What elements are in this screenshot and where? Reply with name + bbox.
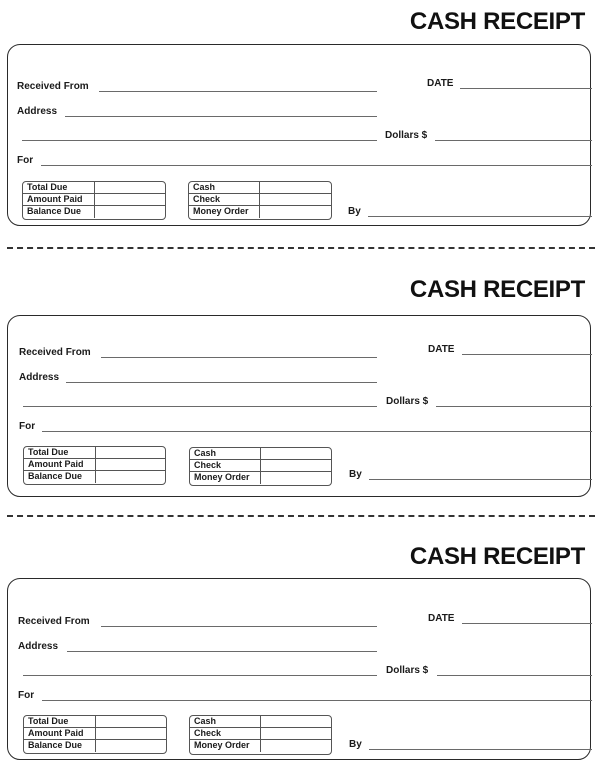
payment-method-table [188, 181, 332, 220]
received-from-label: Received From [17, 81, 89, 92]
amount-paid-field[interactable] [96, 459, 165, 470]
by-field[interactable] [369, 749, 592, 750]
by-label: By [349, 739, 362, 750]
for-field[interactable] [42, 431, 592, 432]
received-from-label: Received From [18, 616, 90, 627]
amount-table [23, 715, 167, 754]
cash-field[interactable] [260, 182, 331, 193]
amount-table [23, 446, 166, 485]
check-label: Check [190, 728, 261, 739]
for-field[interactable] [41, 165, 592, 166]
money-order-field[interactable] [261, 740, 331, 752]
receipt-2 [0, 276, 612, 506]
for-label: For [17, 155, 34, 166]
by-field[interactable] [368, 216, 592, 217]
receipt-box [7, 315, 591, 497]
amount-row-total-due [23, 182, 165, 194]
dollars-field[interactable] [435, 140, 592, 141]
payment-row-cash [189, 182, 331, 194]
cash-field[interactable] [261, 448, 331, 459]
money-order-label: Money Order [190, 740, 261, 752]
amount-paid-field[interactable] [96, 728, 166, 739]
payment-row-check [189, 194, 331, 206]
cut-line-1 [7, 247, 595, 249]
address-line2-field[interactable] [23, 675, 377, 676]
dollars-label: Dollars $ [386, 396, 429, 407]
check-label: Check [190, 460, 261, 471]
date-field[interactable] [460, 88, 592, 89]
check-field[interactable] [261, 460, 331, 471]
amount-row-amount-paid [23, 194, 165, 206]
payment-row-cash [190, 716, 331, 728]
money-order-label: Money Order [189, 206, 260, 218]
total-due-label: Total Due [24, 447, 96, 458]
cut-line-2 [7, 515, 595, 517]
amount-row-balance-due [24, 740, 166, 752]
payment-row-money-order [190, 740, 331, 752]
amount-row-total-due [24, 447, 165, 459]
received-from-field[interactable] [99, 91, 377, 92]
payment-row-money-order [189, 206, 331, 218]
amount-paid-label: Amount Paid [24, 728, 96, 739]
total-due-field[interactable] [96, 447, 165, 458]
money-order-label: Money Order [190, 472, 261, 484]
balance-due-label: Balance Due [24, 471, 96, 483]
dollars-label: Dollars $ [386, 665, 429, 676]
date-label: DATE [427, 78, 454, 89]
payment-method-table [189, 715, 332, 755]
dollars-field[interactable] [436, 406, 592, 407]
cash-label: Cash [190, 716, 261, 727]
balance-due-label: Balance Due [24, 740, 96, 752]
cash-label: Cash [190, 448, 261, 459]
date-label: DATE [428, 344, 455, 355]
dollars-field[interactable] [437, 675, 592, 676]
receipt-3 [0, 543, 612, 773]
payment-row-money-order [190, 472, 331, 484]
amount-paid-field[interactable] [95, 194, 165, 205]
money-order-field[interactable] [260, 206, 331, 218]
payment-method-table [189, 447, 332, 486]
for-label: For [18, 690, 35, 701]
address-field[interactable] [67, 651, 377, 652]
date-field[interactable] [462, 623, 592, 624]
address-field[interactable] [65, 116, 377, 117]
total-due-field[interactable] [95, 182, 165, 193]
amount-row-balance-due [24, 471, 165, 483]
amount-row-amount-paid [24, 728, 166, 740]
date-label: DATE [428, 613, 455, 624]
date-field[interactable] [462, 354, 592, 355]
balance-due-field[interactable] [95, 206, 165, 218]
amount-row-total-due [24, 716, 166, 728]
balance-due-field[interactable] [96, 471, 165, 483]
for-label: For [19, 421, 36, 432]
receipt-box [7, 578, 591, 760]
total-due-label: Total Due [24, 716, 96, 727]
address-label: Address [17, 106, 58, 117]
address-field[interactable] [66, 382, 377, 383]
address-line2-field[interactable] [22, 140, 377, 141]
address-label: Address [18, 641, 59, 652]
amount-row-balance-due [23, 206, 165, 218]
check-label: Check [189, 194, 260, 205]
money-order-field[interactable] [261, 472, 331, 484]
total-due-field[interactable] [96, 716, 166, 727]
total-due-label: Total Due [23, 182, 95, 193]
dollars-label: Dollars $ [385, 130, 428, 141]
amount-table [22, 181, 166, 220]
payment-row-cash [190, 448, 331, 460]
cash-label: Cash [189, 182, 260, 193]
cash-field[interactable] [261, 716, 331, 727]
by-label: By [349, 469, 362, 480]
check-field[interactable] [260, 194, 331, 205]
by-field[interactable] [369, 479, 592, 480]
received-from-label: Received From [19, 347, 91, 358]
balance-due-field[interactable] [96, 740, 166, 752]
receipt-title: CASH RECEIPT [409, 8, 585, 35]
receipt-1 [0, 8, 612, 238]
address-label: Address [19, 372, 60, 383]
address-line2-field[interactable] [23, 406, 377, 407]
received-from-field[interactable] [101, 626, 377, 627]
check-field[interactable] [261, 728, 331, 739]
amount-paid-label: Amount Paid [23, 194, 95, 205]
for-field[interactable] [42, 700, 592, 701]
receipt-title: CASH RECEIPT [409, 276, 585, 303]
payment-row-check [190, 460, 331, 472]
receipt-title: CASH RECEIPT [409, 543, 585, 570]
balance-due-label: Balance Due [23, 206, 95, 218]
payment-row-check [190, 728, 331, 740]
amount-row-amount-paid [24, 459, 165, 471]
amount-paid-label: Amount Paid [24, 459, 96, 470]
receipt-box [7, 44, 591, 226]
received-from-field[interactable] [101, 357, 377, 358]
by-label: By [348, 206, 361, 217]
